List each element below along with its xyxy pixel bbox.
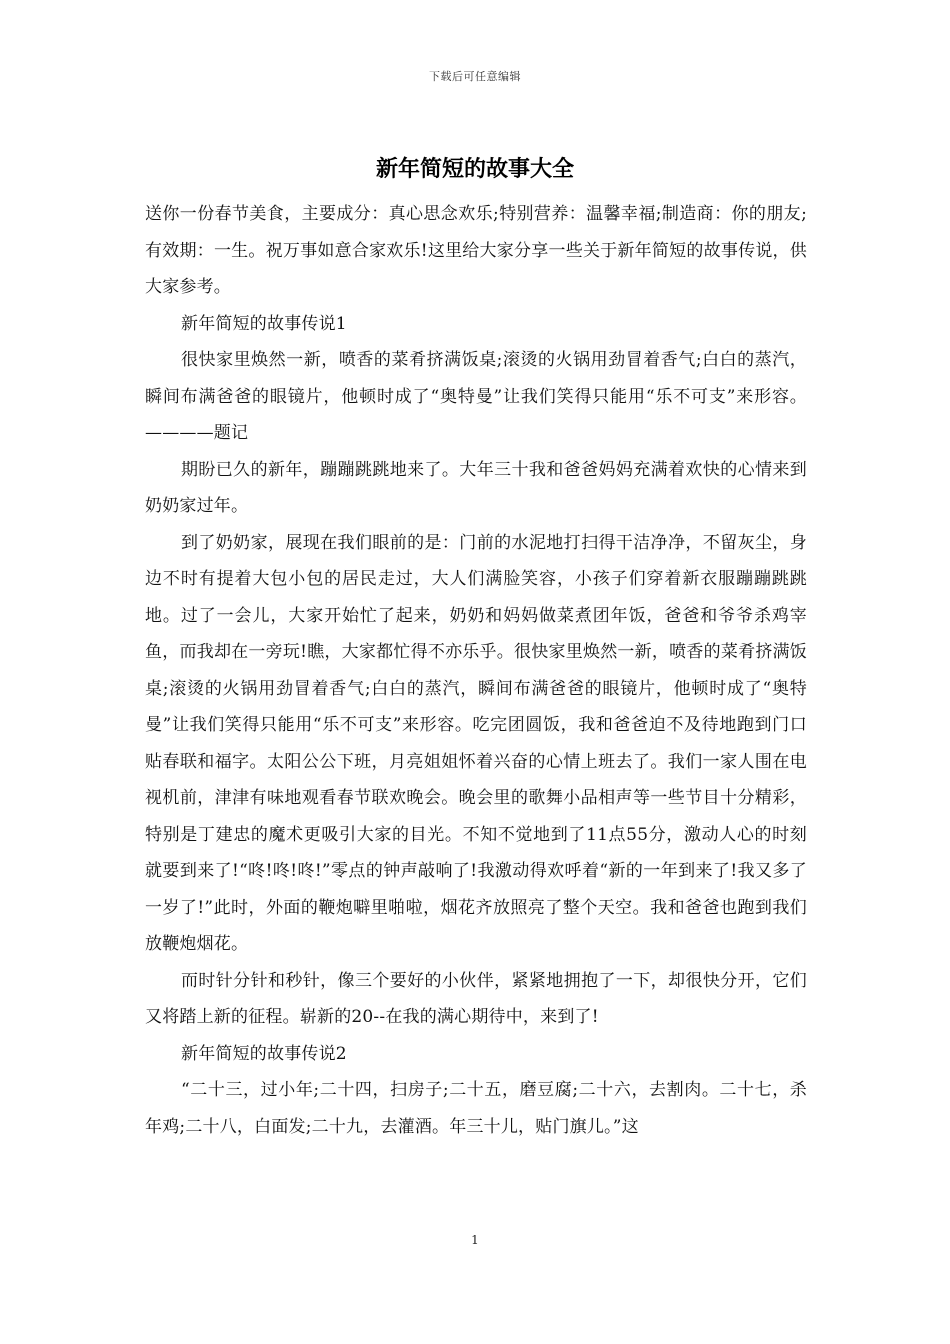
header-note: 下载后可任意编辑	[429, 70, 521, 83]
document-title: 新年简短的故事大全	[375, 156, 574, 182]
section-heading-1: 新年简短的故事传说1	[181, 313, 347, 334]
body-paragraph: 到了奶奶家，展现在我们眼前的是：门前的水泥地打扫得干洁净净，不留灰尘，身边不时有提着大包小包的居民走过，大人们满脸笑容，小孩子们穿着新衣服蹦蹦跳跳地。过了一会儿，大家开始忙了起来，奶奶和妈妈做菜煮团年饭，爸爸和爷爷杀鸡宰鱼，而我却在一旁玩!瞧，大家都忙得不亦乐乎。很快家里焕然一新，喷香的菜肴挤满饭桌;滚烫的火锅用劲冒着香气;白白的蒸汽，瞬间布满爸爸的眼镜片，他顿时成了“奥特曼”让我们笑得只能用“乐不可支”来形容。吃完团圆饭，我和爸爸迫不及待地跑到门口贴春联和福字。太阳公公下班，月亮姐姐怀着兴奋的心情上班去了。我们一家人围在电视机前，津津有味地观看春节联欢晚会。晚会里的歌舞小品相声等一些节目十分精彩，特别是丁建忠的魔术更吸引大家的目光。不知不觉地到了11点55分，激动人心的时刻就要到来了!“咚!咚!咚!”零点的钟声敲响了!我激动得欢呼着“新的一年到来了!我又多了一岁了!”此时，外面的鞭炮噼里啪啦，烟花齐放照亮了整个天空。我和爸爸也跑到我们放鞭炮烟花。	[145, 532, 807, 954]
body-paragraph: 而时针分针和秒针，像三个要好的小伙伴，紧紧地拥抱了一下，却很快分开，它们又将踏上新的征程。崭新的20--在我的满心期待中，来到了!	[145, 970, 807, 1027]
body-paragraph: 很快家里焕然一新，喷香的菜肴挤满饭桌;滚烫的火锅用劲冒着香气;白白的蒸汽，瞬间布满爸爸的眼镜片，他顿时成了“奥特曼”让我们笑得只能用“乐不可支”来形容。————题记	[145, 350, 807, 443]
page-number: 1	[471, 1233, 479, 1247]
body-paragraph: 期盼已久的新年，蹦蹦跳跳地来了。大年三十我和爸爸妈妈充满着欢快的心情来到奶奶家过年。	[145, 459, 807, 516]
document-body	[145, 196, 807, 1145]
section-heading-2: 新年简短的故事传说2	[181, 1043, 347, 1064]
body-paragraph: “二十三，过小年;二十四，扫房子;二十五，磨豆腐;二十六，去割肉。二十七，杀年鸡;二十八，白面发;二十九，去灌酒。年三十儿，贴门旗儿。”这	[145, 1080, 807, 1137]
intro-paragraph: 送你一份春节美食，主要成分：真心思念欢乐;特别营养：温馨幸福;制造商：你的朋友;有效期：一生。祝万事如意合家欢乐!这里给大家分享一些关于新年简短的故事传说，供大家参考。	[145, 204, 807, 297]
